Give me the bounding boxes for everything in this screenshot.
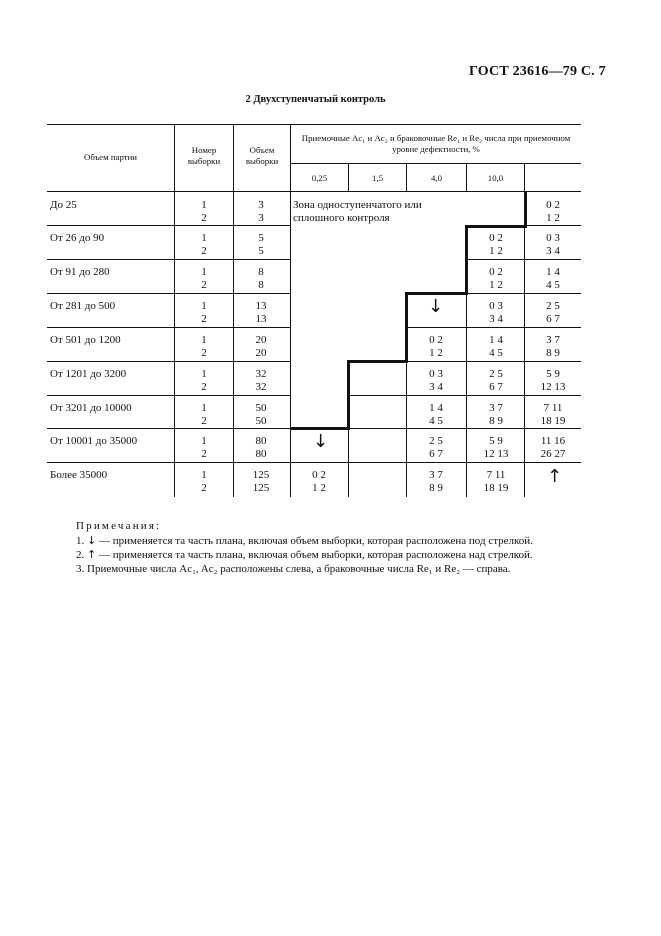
sample-no-cell bbox=[179, 199, 229, 224]
aql10-ac1-re1: 7 11 bbox=[543, 402, 563, 414]
aql4-ac1-re1: 0 2 bbox=[489, 266, 503, 278]
sample-no-1: 1 bbox=[201, 266, 207, 278]
notes bbox=[76, 520, 533, 576]
aql10-ac2-re2: 6 7 bbox=[546, 312, 560, 325]
aql10-ac2-re2: 8 9 bbox=[546, 346, 560, 359]
aql10-ac1-re1: 0 2 bbox=[546, 199, 560, 211]
aql15-ac1-re1: 1 4 bbox=[429, 402, 443, 414]
arrow-up-icon: ↑ bbox=[87, 548, 97, 561]
sample-no-2: 2 bbox=[201, 447, 207, 460]
aql15-ac2-re2: 6 7 bbox=[429, 447, 443, 460]
aql10-ac1-re1: 2 5 bbox=[546, 300, 560, 312]
aql10-cell bbox=[528, 232, 578, 257]
sample-size-cell bbox=[236, 300, 286, 325]
aql4-cell bbox=[471, 435, 521, 460]
col-header-sample-no-line1: Номер bbox=[191, 145, 217, 155]
aql10-ac1-re1: 1 4 bbox=[546, 266, 560, 278]
sample-size-1: 80 bbox=[255, 435, 267, 447]
aql15-cell bbox=[411, 334, 461, 359]
notes-heading: Примечания: bbox=[76, 520, 162, 532]
aql4-cell bbox=[471, 402, 521, 427]
lot-cell: От 1201 до 3200 bbox=[50, 368, 127, 380]
section-title bbox=[0, 94, 661, 105]
sample-no-cell bbox=[179, 469, 229, 494]
lot-cell: От 501 до 1200 bbox=[50, 334, 121, 346]
aql10-cell bbox=[528, 435, 578, 460]
sample-no-2: 2 bbox=[201, 380, 207, 393]
sample-no-cell bbox=[179, 402, 229, 427]
aql4-ac2-re2: 8 9 bbox=[489, 414, 503, 427]
aql10-cell bbox=[528, 300, 578, 325]
arrow-down-icon: ↓ bbox=[428, 296, 444, 317]
aql15-cell bbox=[411, 469, 461, 494]
aql15-ac1-re1: 3 7 bbox=[429, 469, 443, 481]
sample-no-2: 2 bbox=[201, 211, 207, 224]
note-1-text: — применяется та часть плана, включая объем выборки, которая расположена под стрелкой. bbox=[98, 534, 533, 547]
aql10-ac2-re2: 3 4 bbox=[546, 244, 560, 257]
aql-level-40: 4,0 bbox=[431, 173, 442, 183]
aql4-ac2-re2: 12 13 bbox=[483, 447, 509, 460]
aql15-ac2-re2: 1 2 bbox=[429, 346, 443, 359]
col-header-aql: Приемочные Ac₁ и Ac₂ и браковочные Re₁ и Re₂ числа при приемочном уровне дефектности, % bbox=[301, 133, 571, 154]
sample-size-1: 13 bbox=[255, 300, 267, 312]
sample-no-2: 2 bbox=[201, 244, 207, 257]
aql10-ac2-re2: 4 5 bbox=[546, 278, 560, 291]
aql4-ac1-re1: 3 7 bbox=[489, 402, 503, 414]
aql4-ac2-re2: 1 2 bbox=[489, 278, 503, 291]
arrow-down-icon: ↓ bbox=[87, 533, 97, 547]
aql10-cell bbox=[528, 199, 578, 224]
sample-no-cell bbox=[179, 266, 229, 291]
aql10-ac1-re1: 5 9 bbox=[546, 368, 560, 380]
aql10-ac2-re2: 1 2 bbox=[546, 211, 560, 224]
note-2-text: — применяется та часть плана, включая объем выборки, которая расположена над стрелкой. bbox=[98, 549, 533, 561]
sample-no-1: 1 bbox=[201, 469, 207, 481]
sample-size-1: 3 bbox=[258, 199, 264, 211]
sample-size-cell bbox=[236, 232, 286, 257]
lot-cell: От 26 до 90 bbox=[50, 232, 105, 244]
aql4-ac2-re2: 1 2 bbox=[489, 244, 503, 257]
sample-size-cell bbox=[236, 368, 286, 393]
aql4-ac2-re2: 18 19 bbox=[483, 481, 509, 494]
aql-level-15: 1,5 bbox=[372, 173, 383, 183]
sample-size-cell bbox=[236, 435, 286, 460]
sample-size-2: 13 bbox=[255, 312, 267, 325]
aql10-ac2-re2: 26 27 bbox=[540, 447, 566, 460]
sample-no-1: 1 bbox=[201, 199, 207, 211]
section-title-text: 2 Двухступенчатый контроль bbox=[245, 94, 386, 105]
sample-size-2: 80 bbox=[255, 447, 267, 460]
aql4-cell bbox=[471, 469, 521, 494]
zone-note: Зона одноступенчатого или сплошного контроля bbox=[293, 199, 422, 224]
aql4-cell bbox=[471, 300, 521, 325]
sample-size-1: 5 bbox=[258, 232, 264, 244]
note-1-number: 1. bbox=[76, 534, 85, 547]
aql15-ac2-re2: 4 5 bbox=[429, 414, 443, 427]
header-ref: ГОСТ 23616—79 С. 7 bbox=[469, 64, 606, 79]
sample-size-cell bbox=[236, 199, 286, 224]
aql4-ac1-re1: 1 4 bbox=[489, 334, 503, 346]
aql4-ac2-re2: 3 4 bbox=[489, 312, 503, 325]
sample-size-2: 20 bbox=[255, 346, 267, 359]
aql10-ac1-re1: 0 3 bbox=[546, 232, 560, 244]
note-1 bbox=[76, 534, 533, 549]
aql-level-100: 10,0 bbox=[487, 173, 504, 183]
col-header-lot: Объем партии bbox=[84, 152, 137, 162]
lot-cell: До 25 bbox=[50, 199, 77, 211]
aql4-ac1-re1: 7 11 bbox=[486, 469, 506, 481]
sample-no-1: 1 bbox=[201, 232, 207, 244]
aql10-ac2-re2: 12 13 bbox=[540, 380, 566, 393]
aql4-ac2-re2: 4 5 bbox=[489, 346, 503, 359]
sample-size-2: 50 bbox=[255, 414, 267, 427]
col-header-sample-size-line1: Объем bbox=[249, 145, 275, 155]
aql4-ac1-re1: 5 9 bbox=[489, 435, 503, 447]
sample-no-cell bbox=[179, 300, 229, 325]
aql10-cell bbox=[528, 334, 578, 359]
lot-cell: Более 35000 bbox=[50, 469, 108, 481]
aql4-ac1-re1: 0 2 bbox=[489, 232, 503, 244]
lot-cell: От 281 до 500 bbox=[50, 300, 116, 312]
aql025-cell bbox=[294, 469, 344, 494]
note-2-number: 2. bbox=[76, 549, 85, 561]
aql15-cell bbox=[411, 402, 461, 427]
sample-no-1: 1 bbox=[201, 402, 207, 414]
aql10-ac1-re1: 3 7 bbox=[546, 334, 560, 346]
sample-size-2: 125 bbox=[252, 481, 270, 494]
aql10-cell bbox=[528, 266, 578, 291]
aql4-cell bbox=[471, 266, 521, 291]
aql-level-025: 0,25 bbox=[311, 173, 328, 183]
sample-size-1: 20 bbox=[255, 334, 267, 346]
sample-size-2: 5 bbox=[258, 244, 264, 257]
aql4-cell bbox=[471, 232, 521, 257]
note-3: 3. Приемочные числа Ac₁, Ac₂ расположены слева, а браковочные числа Re₁ и Re₂ — справа. bbox=[76, 562, 511, 575]
sample-no-2: 2 bbox=[201, 481, 207, 494]
col-header-sample-size bbox=[234, 145, 290, 167]
aql15-cell bbox=[411, 435, 461, 460]
aql15-cell bbox=[411, 368, 461, 393]
note-2 bbox=[76, 548, 533, 563]
aql4-ac1-re1: 0 3 bbox=[489, 300, 503, 312]
col-header-sample-no-line2: выборки bbox=[187, 156, 221, 166]
sample-no-cell bbox=[179, 368, 229, 393]
aql15-ac1-re1: 0 2 bbox=[429, 334, 443, 346]
sample-no-2: 2 bbox=[201, 414, 207, 427]
aql10-cell bbox=[528, 368, 578, 393]
sample-no-cell bbox=[179, 232, 229, 257]
aql10-cell bbox=[528, 402, 578, 427]
aql15-ac1-re1: 2 5 bbox=[429, 435, 443, 447]
sample-no-2: 2 bbox=[201, 278, 207, 291]
sample-size-cell bbox=[236, 469, 286, 494]
sample-no-1: 1 bbox=[201, 334, 207, 346]
aql10-ac1-re1: 11 16 bbox=[540, 435, 566, 447]
sample-size-1: 32 bbox=[255, 368, 267, 380]
arrow-down-icon: ↓ bbox=[313, 431, 329, 452]
lot-cell: От 91 до 280 bbox=[50, 266, 110, 278]
aql15-ac2-re2: 3 4 bbox=[429, 380, 443, 393]
sample-size-1: 50 bbox=[255, 402, 267, 414]
sample-size-2: 32 bbox=[255, 380, 267, 393]
sample-no-cell bbox=[179, 334, 229, 359]
col-header-sample-size-line2: выборки bbox=[245, 156, 279, 166]
aql4-cell bbox=[471, 334, 521, 359]
aql025-ac1-re1: 0 2 bbox=[312, 469, 326, 481]
aql4-cell bbox=[471, 368, 521, 393]
aql025-ac2-re2: 1 2 bbox=[312, 481, 326, 494]
lot-cell: От 10001 до 35000 bbox=[50, 435, 138, 447]
lot-cell: От 3201 до 10000 bbox=[50, 402, 132, 414]
col-header-sample-no bbox=[175, 145, 233, 167]
sample-no-1: 1 bbox=[201, 300, 207, 312]
aql10-ac2-re2: 18 19 bbox=[540, 414, 566, 427]
sample-no-cell bbox=[179, 435, 229, 460]
aql4-ac1-re1: 2 5 bbox=[489, 368, 503, 380]
sample-size-1: 125 bbox=[252, 469, 270, 481]
aql15-ac1-re1: 0 3 bbox=[429, 368, 443, 380]
sample-size-2: 8 bbox=[258, 278, 264, 291]
sample-size-cell bbox=[236, 334, 286, 359]
sample-no-2: 2 bbox=[201, 312, 207, 325]
aql15-ac2-re2: 8 9 bbox=[429, 481, 443, 494]
arrow-up-icon: ↑ bbox=[547, 466, 563, 487]
sample-size-1: 8 bbox=[258, 266, 264, 278]
sample-size-cell bbox=[236, 266, 286, 291]
sample-no-1: 1 bbox=[201, 435, 207, 447]
sample-no-1: 1 bbox=[201, 368, 207, 380]
sample-size-cell bbox=[236, 402, 286, 427]
aql4-ac2-re2: 6 7 bbox=[489, 380, 503, 393]
sample-size-2: 3 bbox=[258, 211, 264, 224]
sample-no-2: 2 bbox=[201, 346, 207, 359]
